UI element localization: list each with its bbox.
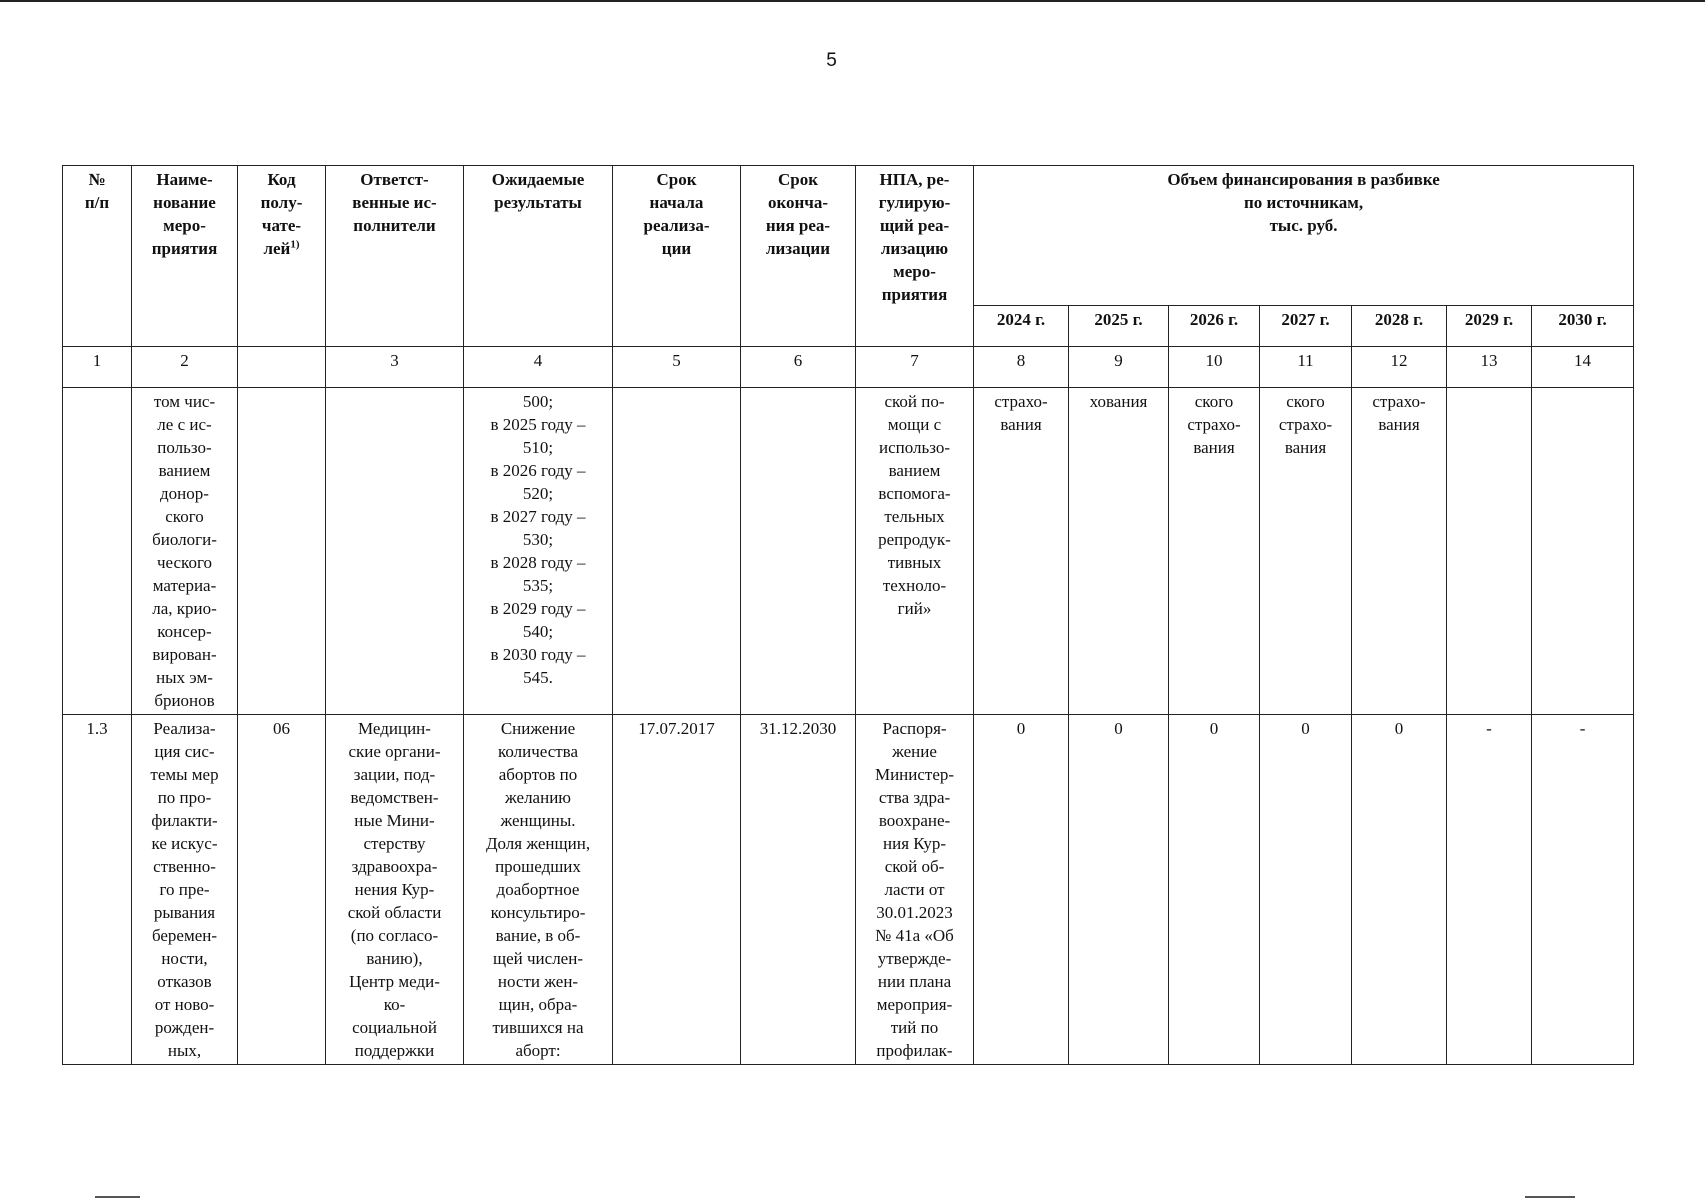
cell-line: ванию), — [366, 949, 423, 968]
table-row-1-3 — [63, 715, 1634, 1065]
cell-line: ского — [165, 507, 204, 526]
cell-line: ния Кур- — [883, 834, 946, 853]
cell-line: лей$^{1)}$ — [263, 238, 300, 258]
cell-line: Срок — [777, 170, 819, 189]
cell-line: желанию — [505, 788, 571, 807]
header-row — [63, 166, 1634, 306]
header-name — [132, 166, 238, 347]
cell-line: гий» — [897, 599, 932, 618]
header-end — [741, 166, 856, 347]
cell-2026 — [1169, 388, 1260, 715]
cell-line: поддержки — [354, 1041, 435, 1060]
cell-line: приятия — [881, 285, 948, 304]
cell-line: Код — [267, 170, 296, 189]
cell-line: материа- — [152, 576, 217, 595]
cell-line: ния реа- — [765, 216, 831, 235]
column-number: 5 — [613, 347, 741, 388]
cell-line: ция сис- — [154, 742, 215, 761]
cell-line: Министер- — [874, 765, 955, 784]
cell-line: биологи- — [152, 530, 217, 549]
financing-table — [62, 165, 1634, 1065]
cell-2025: 0 — [1069, 715, 1169, 1065]
cell-line: результаты — [494, 193, 582, 212]
cell-line: щей числен- — [493, 949, 583, 968]
cell-results — [464, 388, 613, 715]
cell-line: страхо- — [1372, 392, 1426, 411]
page-number: 5 — [826, 50, 837, 71]
cell-line: 30.01.2023 — [876, 903, 953, 922]
cell-line: количества — [497, 742, 579, 761]
cell-end: 31.12.2030 — [741, 715, 856, 1065]
cell-2026: 0 — [1169, 715, 1260, 1065]
header-year: 2025 г. — [1069, 306, 1169, 347]
cell-line: темы мер — [150, 765, 219, 784]
cell-line: использо- — [878, 438, 951, 457]
header-year: 2026 г. — [1169, 306, 1260, 347]
cell-line: ласти от — [884, 880, 945, 899]
header-code-lines — [241, 168, 322, 260]
cell-line: Наиме- — [156, 170, 213, 189]
cell-line: (по согласо- — [350, 926, 439, 945]
cell-line: консер- — [157, 622, 212, 641]
cell-line: зации, под- — [353, 765, 436, 784]
cell-line: в 2025 году – — [490, 415, 586, 434]
cell-line: лизации — [765, 239, 831, 258]
cell-line: 530; — [522, 530, 554, 549]
cell-line: аборт: — [515, 1041, 561, 1060]
cell-line: 540; — [522, 622, 554, 641]
cell-line: гулирую- — [878, 193, 951, 212]
cell-line: мероприя- — [876, 995, 953, 1014]
scan-mark-right — [1525, 1196, 1575, 1198]
column-number: 12 — [1352, 347, 1447, 388]
cell-line: тельных — [884, 507, 945, 526]
cell-2030 — [1532, 388, 1634, 715]
cell-npa — [856, 715, 974, 1065]
column-number: 11 — [1260, 347, 1352, 388]
cell-start — [613, 388, 741, 715]
cell-line: прошедших — [495, 857, 581, 876]
cell-line: здравоохра- — [351, 857, 438, 876]
cell-line: тий по — [890, 1018, 939, 1037]
cell-line: лизацию — [880, 239, 949, 258]
cell-line: тивных — [887, 553, 942, 572]
cell-line: рожден- — [154, 1018, 215, 1037]
cell-line: Медицин- — [358, 719, 431, 738]
cell-line: ственно- — [153, 857, 216, 876]
cell-end — [741, 388, 856, 715]
cell-line: вания — [1193, 438, 1235, 457]
cell-line: Реализа- — [153, 719, 216, 738]
cell-2024 — [974, 388, 1069, 715]
cell-line: полнители — [353, 216, 436, 235]
cell-line: оконча- — [767, 193, 829, 212]
cell-line: № 41а «Об — [875, 926, 954, 945]
cell-num: 1.3 — [63, 715, 132, 1065]
cell-2028: 0 — [1352, 715, 1447, 1065]
column-number: 6 — [741, 347, 856, 388]
cell-line: венные ис- — [352, 193, 437, 212]
header-results — [464, 166, 613, 347]
cell-2027 — [1260, 388, 1352, 715]
cell-line: ности жен- — [497, 972, 579, 991]
cell-line: техноло- — [882, 576, 947, 595]
cell-line: вания — [1000, 415, 1042, 434]
cell-line: полу- — [260, 193, 303, 212]
cell-line: доабортное — [496, 880, 580, 899]
cell-line: филакти- — [151, 811, 218, 830]
cell-line: в 2029 году – — [490, 599, 586, 618]
header-year: 2030 г. — [1532, 306, 1634, 347]
cell-line: ского — [1194, 392, 1234, 411]
column-number: 1 — [63, 347, 132, 388]
column-number: 4 — [464, 347, 613, 388]
cell-line: брионов — [154, 691, 215, 710]
cell-2029 — [1447, 388, 1532, 715]
column-number: 2 — [132, 347, 238, 388]
cell-line: 535; — [522, 576, 554, 595]
column-numbers-row — [63, 347, 1634, 388]
cell-line: отказов — [157, 972, 212, 991]
cell-line: ных эм- — [156, 668, 213, 687]
cell-2024: 0 — [974, 715, 1069, 1065]
cell-responsible — [326, 388, 464, 715]
cell-line: страхо- — [1187, 415, 1241, 434]
cell-line: тыс. руб. — [1269, 216, 1338, 235]
column-number: 9 — [1069, 347, 1169, 388]
cell-line: беремен- — [151, 926, 218, 945]
column-number: 13 — [1447, 347, 1532, 388]
scan-mark-left — [95, 1196, 140, 1198]
cell-line: том чис- — [153, 392, 216, 411]
cell-line: ванием — [888, 461, 941, 480]
cell-line: утвержде- — [877, 949, 952, 968]
cell-line: стерству — [363, 834, 426, 853]
cell-2025 — [1069, 388, 1169, 715]
cell-line: НПА, ре- — [879, 170, 950, 189]
cell-line: воохране- — [878, 811, 951, 830]
footnote-marker: 1) — [290, 238, 300, 251]
cell-line: вание, в об- — [495, 926, 581, 945]
column-number — [238, 347, 326, 388]
cell-start: 17.07.2017 — [613, 715, 741, 1065]
cell-line: начала — [649, 193, 704, 212]
cell-line: ла, крио- — [152, 599, 217, 618]
column-number: 14 — [1532, 347, 1634, 388]
cell-line: Снижение — [500, 719, 576, 738]
cell-line: в 2028 году – — [490, 553, 586, 572]
cell-line: ванием — [158, 461, 211, 480]
cell-line: го пре- — [159, 880, 210, 899]
cell-line: чате- — [261, 216, 302, 235]
cell-line: вирован- — [152, 645, 217, 664]
header-year: 2027 г. — [1260, 306, 1352, 347]
header-year: 2024 г. — [974, 306, 1069, 347]
cell-line: Ответст- — [360, 170, 429, 189]
column-number: 10 — [1169, 347, 1260, 388]
cell-line: женщины. — [500, 811, 576, 830]
cell-line: ке искус- — [151, 834, 218, 853]
cell-2029: - — [1447, 715, 1532, 1065]
cell-line: Ожидаемые — [491, 170, 585, 189]
header-code — [238, 166, 326, 347]
cell-line: в 2027 году – — [490, 507, 586, 526]
cell-line: 545. — [523, 668, 553, 687]
cell-line: в 2026 году – — [490, 461, 586, 480]
cell-line: 500; — [522, 392, 554, 411]
cell-line: ской области — [347, 903, 442, 922]
page-top-border — [0, 0, 1705, 2]
cell-line: тившихся на — [492, 1018, 584, 1037]
cell-line: хования — [1089, 392, 1148, 411]
header-year: 2028 г. — [1352, 306, 1447, 347]
table-row-continuation — [63, 388, 1634, 715]
cell-line: в 2030 году – — [490, 645, 586, 664]
cell-line: нование — [153, 193, 216, 212]
cell-num — [63, 388, 132, 715]
cell-line: нии плана — [877, 972, 952, 991]
cell-line: ведомствен- — [350, 788, 439, 807]
cell-line: приятия — [151, 239, 218, 258]
cell-line: 510; — [522, 438, 554, 457]
cell-line: ческого — [156, 553, 212, 572]
header-financing — [974, 166, 1634, 306]
cell-line: рывания — [153, 903, 216, 922]
cell-name — [132, 715, 238, 1065]
cell-line: социальной — [352, 1018, 437, 1037]
cell-2027: 0 — [1260, 715, 1352, 1065]
cell-line: ской об- — [884, 857, 945, 876]
cell-line: страхо- — [994, 392, 1048, 411]
cell-line: № — [88, 170, 106, 189]
header-start — [613, 166, 741, 347]
cell-line: ные Мини- — [354, 811, 435, 830]
cell-line: щий реа- — [879, 216, 950, 235]
cell-line: мощи с — [887, 415, 942, 434]
cell-line: меро- — [163, 216, 206, 235]
column-number: 7 — [856, 347, 974, 388]
cell-line: репродук- — [878, 530, 951, 549]
cell-line: меро- — [893, 262, 936, 281]
cell-npa — [856, 388, 974, 715]
cell-line: Распоря- — [882, 719, 947, 738]
cell-line: пользо- — [157, 438, 212, 457]
header-num — [63, 166, 132, 347]
cell-line: жение — [892, 742, 937, 761]
cell-line: ской по- — [884, 392, 945, 411]
cell-line: нения Кур- — [354, 880, 435, 899]
header-npa — [856, 166, 974, 347]
cell-code: 06 — [238, 715, 326, 1065]
header-year: 2029 г. — [1447, 306, 1532, 347]
cell-line: консультиро- — [490, 903, 586, 922]
cell-line: ных, — [167, 1041, 202, 1060]
cell-line: абортов по — [498, 765, 578, 784]
cell-line: реализа- — [643, 216, 710, 235]
cell-line: Объем финансирования в разбивке — [1167, 170, 1440, 189]
cell-line: ции — [661, 239, 692, 258]
cell-line: ского — [1286, 392, 1325, 411]
cell-line: щин, обра- — [498, 995, 578, 1014]
cell-results — [464, 715, 613, 1065]
cell-responsible — [326, 715, 464, 1065]
column-number: 3 — [326, 347, 464, 388]
cell-line: страхо- — [1278, 415, 1333, 434]
cell-line: ства здра- — [878, 788, 951, 807]
cell-line: п/п — [84, 193, 110, 212]
header-responsible — [326, 166, 464, 347]
cell-line: ности, — [161, 949, 208, 968]
cell-2030: - — [1532, 715, 1634, 1065]
cell-line: Доля женщин, — [485, 834, 591, 853]
cell-line: 520; — [522, 484, 554, 503]
cell-line: Срок — [656, 170, 697, 189]
column-number: 8 — [974, 347, 1069, 388]
cell-line: от ново- — [154, 995, 215, 1014]
cell-2028 — [1352, 388, 1447, 715]
cell-line: ко- — [383, 995, 406, 1014]
cell-line: по источникам, — [1243, 193, 1364, 212]
cell-line: вспомога- — [878, 484, 951, 503]
cell-line: Центр меди- — [349, 972, 440, 991]
cell-code — [238, 388, 326, 715]
cell-line: по про- — [157, 788, 212, 807]
cell-name — [132, 388, 238, 715]
cell-line: ле с ис- — [157, 415, 212, 434]
cell-line: вания — [1284, 438, 1327, 457]
cell-line: вания — [1378, 415, 1420, 434]
cell-line: ские органи- — [348, 742, 441, 761]
cell-line: донор- — [160, 484, 209, 503]
cell-line: профилак- — [876, 1041, 953, 1060]
